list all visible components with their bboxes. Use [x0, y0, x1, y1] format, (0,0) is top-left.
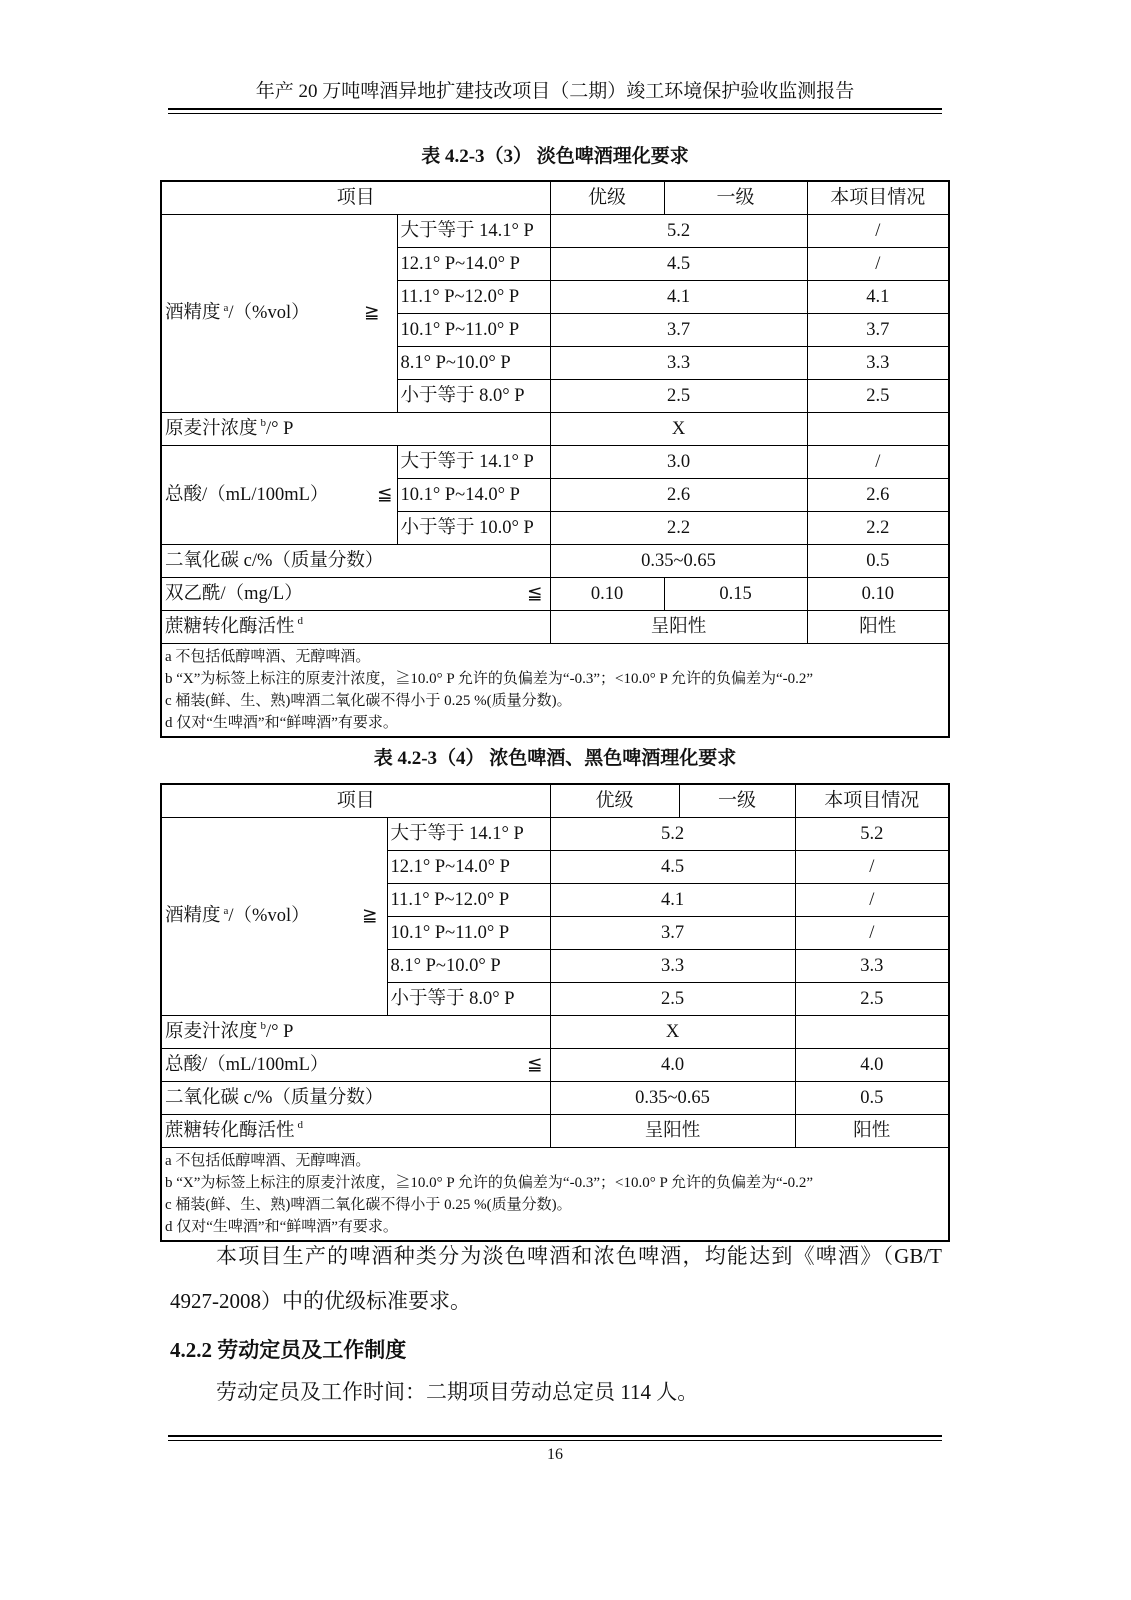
alcohol-label-text: 酒精度 — [165, 906, 221, 926]
range-cell: 小于等于 10.0° P — [397, 511, 550, 544]
project-value-cell: 4.1 — [807, 280, 949, 313]
project-value-cell: / — [807, 214, 949, 247]
table-note: b “X”为标签上标注的原麦汁浓度，≧10.0° P 允许的负偏差为“-0.3”；<10.0° P 允许的负偏差为“-0.2” — [165, 1174, 814, 1191]
project-value-cell: 0.5 — [807, 544, 949, 577]
table-note: c 桶装(鲜、生、熟)啤酒二氧化碳不得小于 0.25 %(质量分数)。 — [165, 692, 572, 709]
operator-symbol: ≦ — [376, 484, 393, 505]
footnote-mark-d: d — [297, 1119, 304, 1132]
range-cell: 11.1° P~12.0° P — [387, 883, 550, 916]
range-cell: 小于等于 8.0° P — [387, 982, 550, 1015]
range-cell: 10.1° P~11.0° P — [387, 916, 550, 949]
header-project-status: 本项目情况 — [795, 784, 949, 817]
alcohol-label-cell — [161, 214, 397, 412]
project-value-cell: 5.2 — [795, 817, 949, 850]
footnote-mark-b: b — [260, 417, 267, 430]
table-row — [161, 1081, 949, 1114]
table-notes-cell — [161, 1147, 949, 1241]
project-value-cell: / — [795, 850, 949, 883]
project-value-cell — [807, 412, 949, 445]
wort-unit: /° P — [266, 1021, 294, 1042]
alcohol-label-wrap — [165, 905, 384, 927]
footnote-mark-b: b — [260, 1020, 267, 1033]
project-value-cell: 2.5 — [795, 982, 949, 1015]
table-note: d 仅对“生啤酒”和“鲜啤酒”有要求。 — [165, 1218, 398, 1235]
header-project-status: 本项目情况 — [807, 181, 949, 214]
standard-value-cell: 0.35~0.65 — [550, 544, 807, 577]
project-value-cell: 2.2 — [807, 511, 949, 544]
range-cell: 大于等于 14.1° P — [397, 445, 550, 478]
standard-value-cell: 3.0 — [550, 445, 807, 478]
acid-label: 总酸/（mL/100mL） — [165, 484, 329, 505]
alcohol-label-wrap — [165, 302, 394, 324]
standard-value-cell: 3.7 — [550, 916, 795, 949]
standard-value-cell: 2.2 — [550, 511, 807, 544]
footer-double-rule — [168, 1435, 942, 1441]
table-note: a 不包括低醇啤酒、无醇啤酒。 — [165, 648, 371, 665]
standard-value-cell: 4.5 — [550, 247, 807, 280]
range-cell: 8.1° P~10.0° P — [387, 949, 550, 982]
range-cell: 大于等于 14.1° P — [387, 817, 550, 850]
table-note: b “X”为标签上标注的原麦汁浓度，≧10.0° P 允许的负偏差为“-0.3”；<10.0° P 允许的负偏差为“-0.2” — [165, 670, 814, 687]
standard-value-cell: 2.5 — [550, 982, 795, 1015]
standard-value-cell: 3.3 — [550, 346, 807, 379]
header-item: 项目 — [161, 784, 550, 817]
range-cell: 11.1° P~12.0° P — [397, 280, 550, 313]
standard-value-cell: 呈阳性 — [550, 610, 807, 643]
first-value-cell: 0.15 — [664, 577, 807, 610]
table-row — [161, 214, 949, 247]
wort-label-cell — [161, 412, 550, 445]
range-cell: 8.1° P~10.0° P — [397, 346, 550, 379]
project-value-cell: 4.0 — [795, 1048, 949, 1081]
project-value-cell: / — [795, 916, 949, 949]
standard-value-cell: X — [550, 412, 807, 445]
table-row — [161, 445, 949, 478]
project-value-cell: 0.10 — [807, 577, 949, 610]
standard-value-cell: 2.5 — [550, 379, 807, 412]
header-first-grade: 一级 — [664, 181, 807, 214]
alcohol-unit: /（%vol） — [228, 906, 310, 926]
range-cell: 10.1° P~11.0° P — [397, 313, 550, 346]
acid-label-wrap — [165, 1054, 547, 1076]
table-row — [161, 1048, 949, 1081]
acid-label: 总酸/（mL/100mL） — [165, 1054, 329, 1075]
dark-beer-spec-table — [160, 783, 950, 1242]
table-row — [161, 412, 949, 445]
table-notes-row — [161, 1147, 949, 1241]
alcohol-label — [165, 302, 310, 324]
project-value-cell: / — [795, 883, 949, 916]
operator-symbol: ≦ — [527, 583, 543, 604]
standard-value-cell: 3.3 — [550, 949, 795, 982]
page-number: 16 — [547, 1446, 563, 1463]
range-cell: 10.1° P~14.0° P — [397, 478, 550, 511]
table-header-row — [161, 784, 949, 817]
header-item: 项目 — [161, 181, 550, 214]
wort-label-cell — [161, 1015, 550, 1048]
operator-symbol: ≧ — [361, 906, 378, 926]
table-caption-light-beer: 表 4.2-3（3） 淡色啤酒理化要求 — [421, 146, 689, 167]
page-header-title: 年产 20 万吨啤酒异地扩建技改项目（二期）竣工环境保护验收监测报告 — [255, 81, 855, 102]
invertase-label-cell — [161, 1114, 550, 1147]
standard-value-cell: 4.5 — [550, 850, 795, 883]
alcohol-label-text: 酒精度 — [165, 303, 221, 323]
project-value-cell: / — [807, 247, 949, 280]
co2-label-cell: 二氧化碳 c/%（质量分数） — [161, 1081, 550, 1114]
table-row — [161, 817, 949, 850]
project-value-cell: 阳性 — [795, 1114, 949, 1147]
operator-symbol: ≦ — [527, 1054, 543, 1075]
diacetyl-label: 双乙酰/（mg/L） — [165, 583, 303, 604]
footnote-mark-d: d — [297, 615, 304, 628]
project-value-cell: 2.6 — [807, 478, 949, 511]
range-cell: 小于等于 8.0° P — [397, 379, 550, 412]
operator-symbol: ≧ — [363, 303, 380, 323]
standard-value-cell: 2.6 — [550, 478, 807, 511]
invertase-label-cell — [161, 610, 550, 643]
project-value-cell: 3.3 — [807, 346, 949, 379]
project-value-cell: 3.3 — [795, 949, 949, 982]
table-row — [161, 577, 949, 610]
project-value-cell: 3.7 — [807, 313, 949, 346]
table-note: a 不包括低醇啤酒、无醇啤酒。 — [165, 1152, 371, 1169]
standard-value-cell: X — [550, 1015, 795, 1048]
table-caption-dark-beer: 表 4.2-3（4） 浓色啤酒、黑色啤酒理化要求 — [373, 748, 737, 769]
range-cell: 大于等于 14.1° P — [397, 214, 550, 247]
project-value-cell: 0.5 — [795, 1081, 949, 1114]
alcohol-unit: /（%vol） — [228, 303, 310, 323]
footnote-mark-a: a — [223, 301, 229, 314]
standard-value-cell: 4.1 — [550, 280, 807, 313]
invertase-label-text: 蔗糖转化酶活性 — [165, 1120, 295, 1141]
range-cell: 12.1° P~14.0° P — [397, 247, 550, 280]
header-excellent-grade: 优级 — [550, 784, 679, 817]
standard-value-cell: 3.7 — [550, 313, 807, 346]
standard-value-cell: 4.0 — [550, 1048, 795, 1081]
wort-label-text: 原麦汁浓度 — [165, 1021, 258, 1042]
diacetyl-label-cell — [161, 577, 550, 610]
footnote-mark-a: a — [223, 904, 229, 917]
table-note: d 仅对“生啤酒”和“鲜啤酒”有要求。 — [165, 714, 398, 731]
conclusion-paragraph-line-1: 本项目生产的啤酒种类分为淡色啤酒和浓色啤酒，均能达到《啤酒》（GB/T — [216, 1244, 942, 1268]
co2-label-cell: 二氧化碳 c/%（质量分数） — [161, 544, 550, 577]
diacetyl-label-wrap — [165, 583, 547, 605]
section-heading: 4.2.2 劳动定员及工作制度 — [170, 1338, 407, 1362]
alcohol-label — [165, 905, 310, 927]
project-value-cell: 阳性 — [807, 610, 949, 643]
acid-label-wrap — [165, 484, 394, 506]
acid-label-cell — [161, 1048, 550, 1081]
header-first-grade: 一级 — [679, 784, 795, 817]
standard-value-cell: 4.1 — [550, 883, 795, 916]
table-row — [161, 1015, 949, 1048]
header-double-rule — [168, 108, 942, 114]
table-note: c 桶装(鲜、生、熟)啤酒二氧化碳不得小于 0.25 %(质量分数)。 — [165, 1196, 572, 1213]
project-value-cell: 2.5 — [807, 379, 949, 412]
staffing-paragraph: 劳动定员及工作时间：二期项目劳动总定员 114 人。 — [216, 1380, 699, 1404]
standard-value-cell: 5.2 — [550, 214, 807, 247]
range-cell: 12.1° P~14.0° P — [387, 850, 550, 883]
header-excellent-grade: 优级 — [550, 181, 664, 214]
wort-label-text: 原麦汁浓度 — [165, 418, 258, 439]
wort-unit: /° P — [266, 418, 294, 439]
conclusion-paragraph-line-2: 4927-2008）中的优级标准要求。 — [170, 1289, 471, 1313]
standard-value-cell: 5.2 — [550, 817, 795, 850]
standard-value-cell: 0.35~0.65 — [550, 1081, 795, 1114]
table-notes-cell — [161, 643, 949, 737]
excellent-value-cell: 0.10 — [550, 577, 664, 610]
standard-value-cell: 呈阳性 — [550, 1114, 795, 1147]
light-beer-spec-table — [160, 180, 950, 738]
project-value-cell — [795, 1015, 949, 1048]
invertase-label-text: 蔗糖转化酶活性 — [165, 616, 295, 637]
table-notes-row — [161, 643, 949, 737]
project-value-cell: / — [807, 445, 949, 478]
table-header-row — [161, 181, 949, 214]
table-row — [161, 544, 949, 577]
table-row — [161, 610, 949, 643]
alcohol-label-cell — [161, 817, 387, 1015]
table-row — [161, 1114, 949, 1147]
acid-label-cell — [161, 445, 397, 544]
